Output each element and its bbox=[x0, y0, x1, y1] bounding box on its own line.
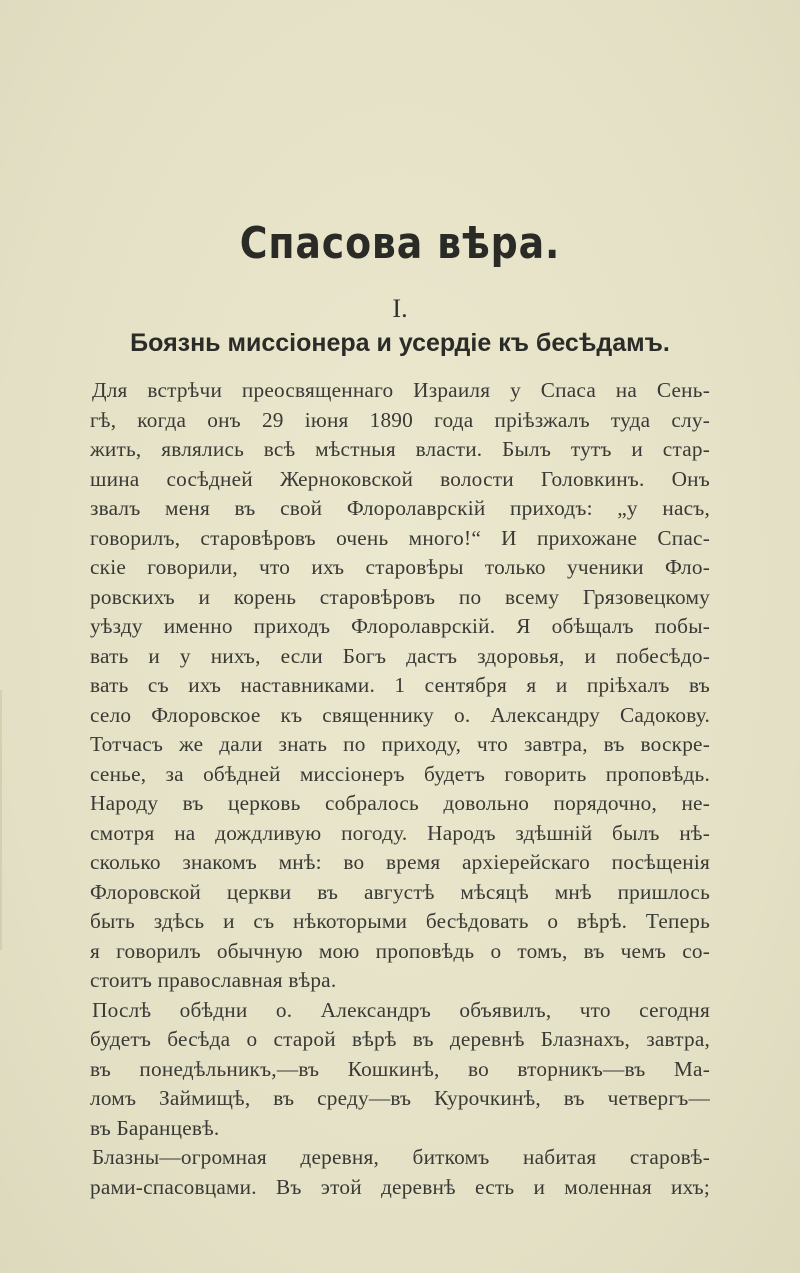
text-line: Для встрѣчи преосвященнаго Израиля у Спаса на Сень- bbox=[92, 378, 710, 402]
text-line: Флоровской церкви въ августѣ мѣсяцѣ мнѣ пришлось bbox=[90, 879, 710, 904]
section-subtitle: Боязнь миссіонера и усердіе къ бесѣдамъ. bbox=[130, 329, 670, 357]
text-line: звалъ меня въ свой Флоролаврскій приходъ: „у насъ, bbox=[90, 496, 710, 520]
text-line: Тотчасъ же дали знать по приходу, что завтра, въ воскре- bbox=[90, 732, 710, 756]
text-line: Народу въ церковь собралось довольно порядочно, не- bbox=[90, 791, 710, 815]
text-line: Блазны—огромная деревня, биткомъ набитая старовѣ- bbox=[92, 1145, 710, 1169]
text-line: будетъ бесѣда о старой вѣрѣ въ деревнѣ Блазнахъ, завтра, bbox=[90, 1027, 710, 1051]
text-line: шина сосѣдней Жерноковской волости Головкинъ. Онъ bbox=[90, 466, 710, 491]
text-line: скіе говорили, что ихъ старовѣры только ученики Фло- bbox=[90, 555, 710, 579]
text-line: въ Баранцевѣ. bbox=[90, 1115, 220, 1140]
text-line: быть здѣсь и съ нѣкоторыми бесѣдовать о вѣрѣ. Теперь bbox=[90, 909, 710, 933]
text-line: сенье, за обѣдней миссіонеръ будетъ говорить проповѣдь. bbox=[90, 761, 710, 786]
text-line: Послѣ обѣдни о. Александръ объявилъ, что сегодня bbox=[92, 997, 710, 1022]
text-line: рами-спасовцами. Въ этой деревнѣ есть и моленная ихъ; bbox=[90, 1174, 710, 1199]
text-line: сколько знакомъ мнѣ: во время архіерейскаго посѣщенія bbox=[90, 850, 710, 874]
text-line: вать съ ихъ наставниками. 1 сентября я и пріѣхалъ въ bbox=[90, 673, 710, 697]
text-line: жить, являлись всѣ мѣстныя власти. Былъ тутъ и стар- bbox=[90, 437, 710, 461]
text-line: ровскихъ и корень старовѣровъ по всему Грязовецкому bbox=[90, 584, 710, 609]
text-line: говорилъ, старовѣровъ очень много!“ И прихожане Спас- bbox=[90, 525, 710, 550]
text-line: я говорилъ обычную мою проповѣдь о томъ, въ чемъ со- bbox=[90, 938, 710, 963]
text-line: смотря на дождливую погоду. Народъ здѣшній былъ нѣ- bbox=[90, 820, 710, 845]
text-line: вать и у нихъ, если Богъ дастъ здоровья, и побесѣдо- bbox=[90, 643, 710, 668]
text-line: ломъ Займищѣ, въ среду—въ Курочкинѣ, въ четвергъ— bbox=[90, 1086, 710, 1110]
text-line: стоитъ православная вѣра. bbox=[90, 968, 337, 992]
page-edge-shadow bbox=[0, 690, 14, 950]
text-line: уѣзду именно приходъ Флоролаврскій. Я обѣщалъ побы- bbox=[90, 614, 710, 638]
text-line: гѣ, когда онъ 29 іюня 1890 года пріѣзжалъ туда слу- bbox=[90, 407, 710, 432]
section-numeral: I. bbox=[392, 294, 408, 323]
page-title: Спасова вѣра. bbox=[239, 218, 561, 269]
body-text bbox=[90, 376, 710, 1202]
text-line: село Флоровское къ священнику о. Александру Садокову. bbox=[90, 702, 710, 727]
text-line: въ понедѣльникъ,—въ Кошкинѣ, во вторникъ—въ Ма- bbox=[90, 1056, 710, 1081]
